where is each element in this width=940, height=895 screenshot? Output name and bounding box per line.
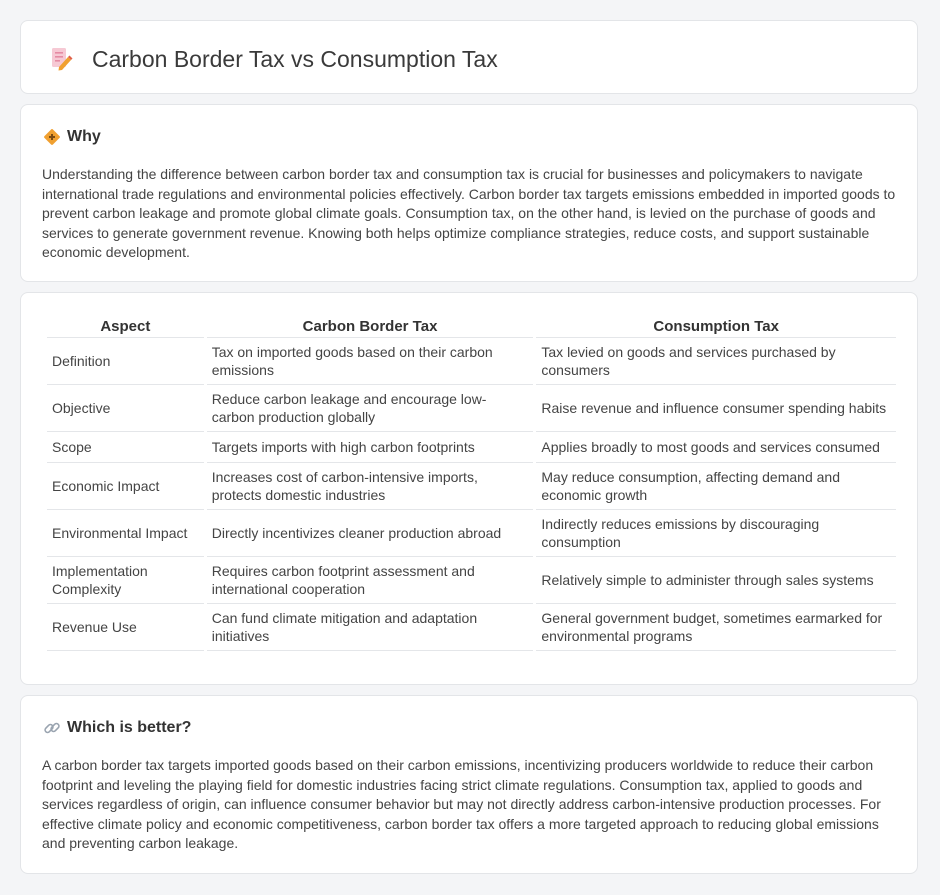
table-cell: Environmental Impact [47, 510, 204, 557]
table-cell: Requires carbon footprint assessment and international cooperation [207, 557, 534, 604]
comparison-table [44, 315, 899, 651]
which-is-better-section [20, 695, 918, 874]
table-header-row [47, 315, 896, 338]
table-cell: Objective [47, 385, 204, 432]
table-row [47, 432, 896, 463]
table-cell: Can fund climate mitigation and adaptation initiatives [207, 604, 534, 651]
table-cell: Reduce carbon leakage and encourage low-carbon production globally [207, 385, 534, 432]
table-cell: Indirectly reduces emissions by discouraging consumption [536, 510, 896, 557]
link-icon [43, 719, 61, 737]
why-heading-label: Why [67, 128, 101, 145]
table-row [47, 463, 896, 510]
table-row [47, 385, 896, 432]
why-text: Understanding the difference between carbon border tax and consumption tax is crucial for businesses and policymakers to navigate international trade regulations and environmental policies effectively. Carbon border tax targets emissions embedded in imported goods to prevent carbon leakage and promote global climate goals. Consumption tax, on the other hand, is levied on the purchase of goods and services to generate government revenue. Knowing both helps optimize compliance strategies, reduce costs, and support sustainable economic development. [42, 166, 896, 260]
why-heading [43, 127, 101, 147]
table-cell: General government budget, sometimes earmarked for environmental programs [536, 604, 896, 651]
table-row [47, 510, 896, 557]
table-cell: Revenue Use [47, 604, 204, 651]
better-text: A carbon border tax targets imported goods based on their carbon emissions, incentivizing producers worldwide to reduce their carbon footprint and leveling the playing field for domestic industries facing strict climate regulations. Consumption tax, applied to goods and services regardless of origin, can influence consumer behavior but may not directly address carbon-intensive production processes. For effective climate policy and economic competitiveness, carbon border tax offers a more targeted approach to reducing global emissions and preventing carbon leakage. [42, 757, 881, 851]
table-cell: Increases cost of carbon-intensive imports, protects domestic industries [207, 463, 534, 510]
table-row [47, 338, 896, 385]
table-cell: Scope [47, 432, 204, 463]
table-cell: Implementation Complexity [47, 557, 204, 604]
column-header: Consumption Tax [536, 315, 896, 338]
better-heading [43, 718, 191, 738]
table-cell: Directly incentivizes cleaner production abroad [207, 510, 534, 557]
table-cell: Definition [47, 338, 204, 385]
document-edit-icon [47, 45, 73, 71]
table-cell: Applies broadly to most goods and services consumed [536, 432, 896, 463]
table-cell: Tax on imported goods based on their carbon emissions [207, 338, 534, 385]
comparison-section [20, 292, 918, 685]
table-cell: Targets imports with high carbon footprints [207, 432, 534, 463]
why-section [20, 104, 918, 282]
column-header: Carbon Border Tax [207, 315, 534, 338]
table-row [47, 557, 896, 604]
header-card [20, 20, 918, 94]
table-row [47, 604, 896, 651]
table-cell: Tax levied on goods and services purchased by consumers [536, 338, 896, 385]
page-title: Carbon Border Tax vs Consumption Tax [92, 46, 498, 72]
diamond-road-sign-icon [43, 128, 61, 146]
table-cell: May reduce consumption, affecting demand and economic growth [536, 463, 896, 510]
table-cell: Relatively simple to administer through sales systems [536, 557, 896, 604]
better-heading-label: Which is better? [67, 719, 192, 736]
table-cell: Economic Impact [47, 463, 204, 510]
table-cell: Raise revenue and influence consumer spending habits [536, 385, 896, 432]
column-header: Aspect [47, 315, 204, 338]
